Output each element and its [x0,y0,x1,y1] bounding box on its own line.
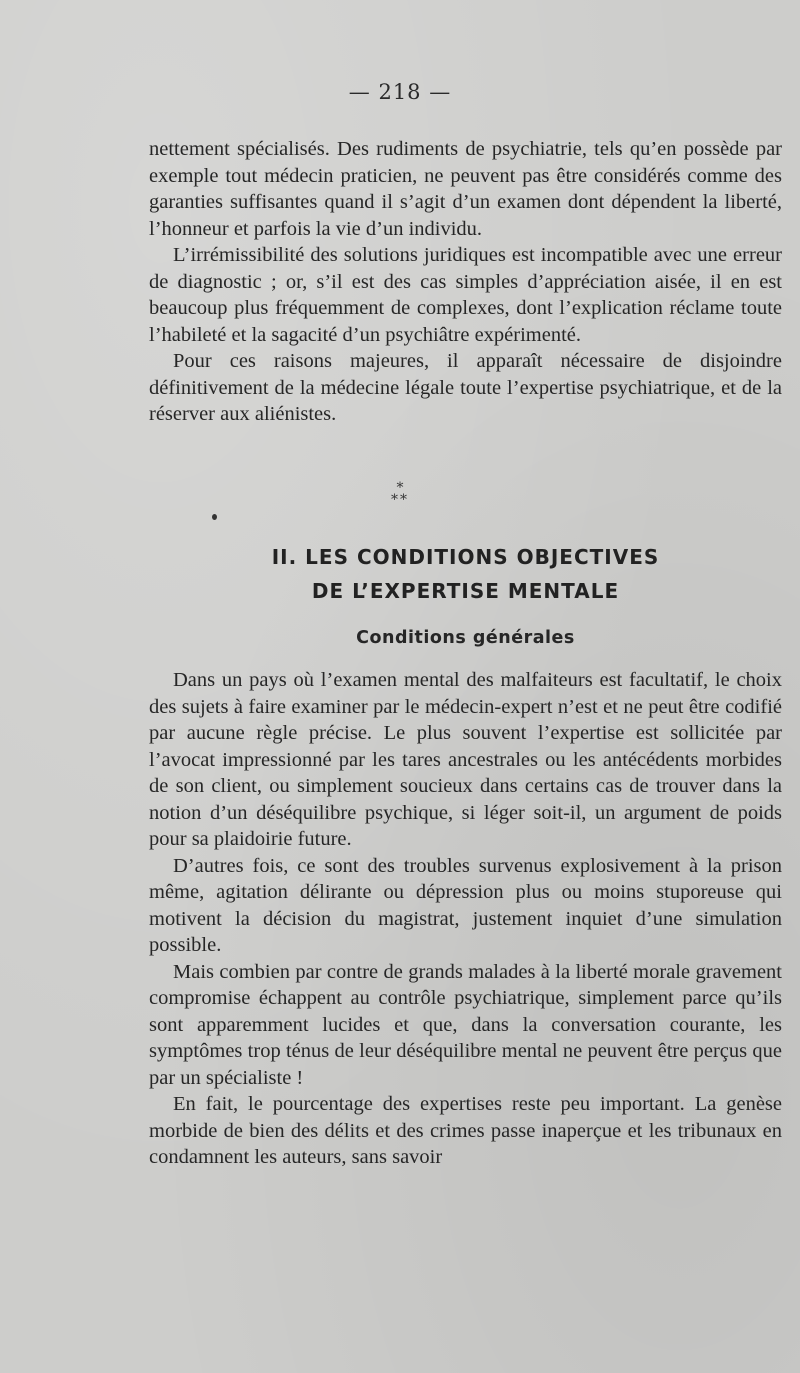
paragraph: D’autres fois, ce sont des troubles survenus explosivement à la prison même, agitation délirante ou dépression plus ou moins stuporeuse qui motivent la décision du magistrat, justement inquiet d’une simulation possible. [149,854,782,956]
section-title-line-2: DE L’EXPERTISE MENTALE [311,579,620,603]
paragraph: L’irrémissibilité des solutions juridiques est incompatible avec une erreur de diagnostic ; or, s’il est des cas simples d’appréciation aisée, il en est beaucoup plus fréquemment de complexes, dont l’explication réclame toute l’habileté et la sagacité d’un psychiâtre expérimenté. [149,244,782,346]
section-title-line-1: II. LES CONDITIONS OBJECTIVES [271,545,660,569]
asterism-separator [0,482,800,506]
text-block-bottom [149,667,782,1171]
ink-speck [212,514,217,520]
paragraph: Dans un pays où l’examen mental des malfaiteurs est facultatif, le choix des sujets à faire examiner par le médecin-expert n’est et ne peut être codifié par aucune règle précise. Le plus souvent l’expertise est sollicitée par l’avocat impressionné par les tares ancestrales ou les antécédents morbides de son client, ou simplement soucieux dans certains cas de trouver dans la notion d’un déséquilibre psychique, si léger soit-il, un argument de poids pour sa plaidoirie future. [149,669,782,850]
paragraph: Mais combien par contre de grands malades à la liberté morale gravement compromise échappent au contrôle psychiatrique, simplement parce qu’ils sont apparemment lucides et que, dans la conversation courante, les symptômes trop ténus de leur déséquilibre mental ne peuvent être perçus que par un spécialiste ! [149,960,782,1089]
page-number: — 218 — [348,80,452,104]
paragraph: En fait, le pourcentage des expertises reste peu important. La genèse morbide de bien des délits et des crimes passe inaperçue et les tribunaux en condamnent les auteurs, sans savoir [149,1093,782,1168]
text-block-top [149,136,782,428]
paragraph: Pour ces raisons majeures, il apparaît nécessaire de disjoindre définitivement de la médecine légale toute l’expertise psychiatrique, et de la réserver aux aliénistes. [149,350,782,425]
paragraph: nettement spécialisés. Des rudiments de psychiatrie, tels qu’en possède par exemple tout médecin praticien, ne peuvent pas être considérés comme des garanties suffisantes quand il s’agit d’un examen dont dépendent la liberté, l’honneur et parfois la vie d’un individu. [149,138,782,240]
subsection-title: Conditions générales [356,628,575,648]
asterism-bottom: ** [391,492,409,508]
asterism-top: * [396,480,404,496]
